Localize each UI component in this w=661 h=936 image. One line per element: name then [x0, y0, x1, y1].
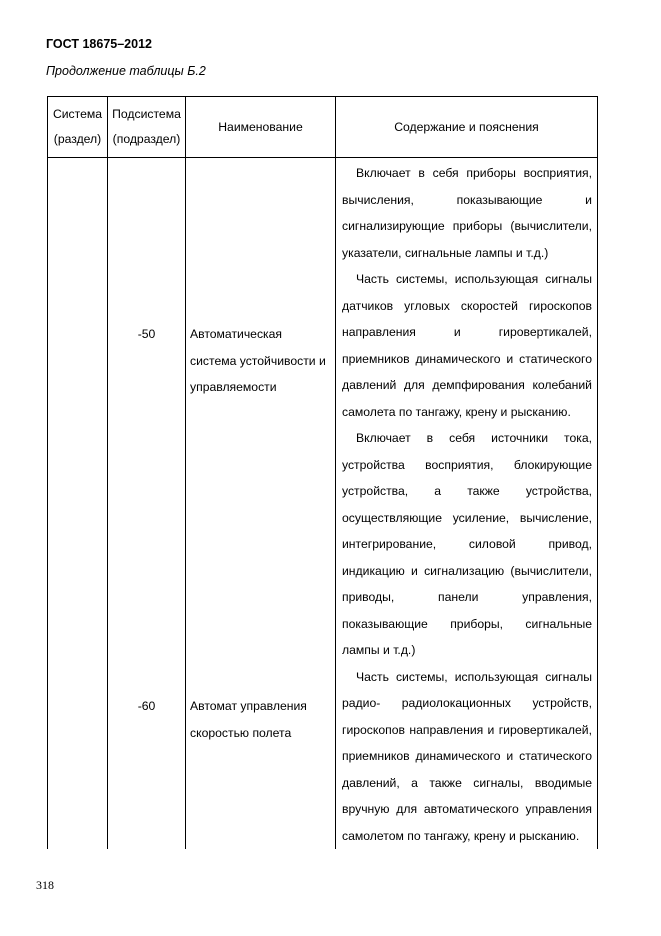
name-speed-control-automat: Автомат управления скоростью полета: [190, 699, 307, 740]
content-paragraph-4: Часть системы, использующая сигналы радио- радиолокационных устройств, гироскопов направления и гировертикалей, приемников динамического и статического давлений, а также сигналы, вводимые вручную для автоматического управления самолетом по тангажу, крену и рысканию.: [342, 669, 592, 843]
table-body-row: [48, 158, 598, 850]
content-paragraph-1: Включает в себя приборы восприятия, вычисления, показывающие и сигнализирующие приборы (вычислители, указатели, сигнальные лампы и т.д.): [342, 166, 592, 260]
name-stability-control-system: Автоматическая система устойчивости и управляемости: [190, 327, 326, 394]
column-header-subsystem: [108, 97, 186, 158]
subsystem-code-50: -50: [137, 327, 156, 341]
table-continuation-caption: Продолжение таблицы Б.2: [46, 64, 206, 78]
content-paragraph-3: Включает в себя источники тока, устройства восприятия, блокирующие устройства, а также устройства, осуществляющие усиление, вычисление, интегрирование, силовой привод, индикацию и сигнализацию (вычислители, приводы, панели управления, показывающие приборы, сигнальные лампы и т.д.): [342, 431, 592, 657]
system-cell: [48, 158, 108, 850]
table-header-row: [48, 97, 598, 158]
column-header-name: [186, 97, 336, 158]
document-code: ГОСТ 18675–2012: [46, 37, 152, 51]
column-header-subsystem-line1: Подсистема: [112, 107, 181, 121]
column-header-system-line2: (раздел): [53, 132, 102, 146]
column-header-system-line1: Система: [52, 107, 103, 121]
content-paragraph-2: Часть системы, использующая сигналы датчиков угловых скоростей гироскопов направления и гировертикалей, приемников динамического и статического давлений для демпфирования колебаний самолета по тангажу, крену и рысканию.: [342, 272, 592, 419]
column-header-name-line1: Наименование: [218, 119, 303, 134]
subsystem-code-60: -60: [137, 699, 156, 713]
column-header-system: [48, 97, 108, 158]
page-number: 318: [36, 878, 54, 892]
column-header-content: [336, 97, 598, 158]
column-header-content-line1: Содержание и пояснения: [394, 119, 539, 134]
name-cell: [186, 158, 336, 850]
classification-table: [47, 96, 598, 849]
subsystem-cell: [108, 158, 186, 850]
column-header-subsystem-line2: (подраздел): [112, 132, 181, 146]
content-cell: [336, 158, 598, 850]
